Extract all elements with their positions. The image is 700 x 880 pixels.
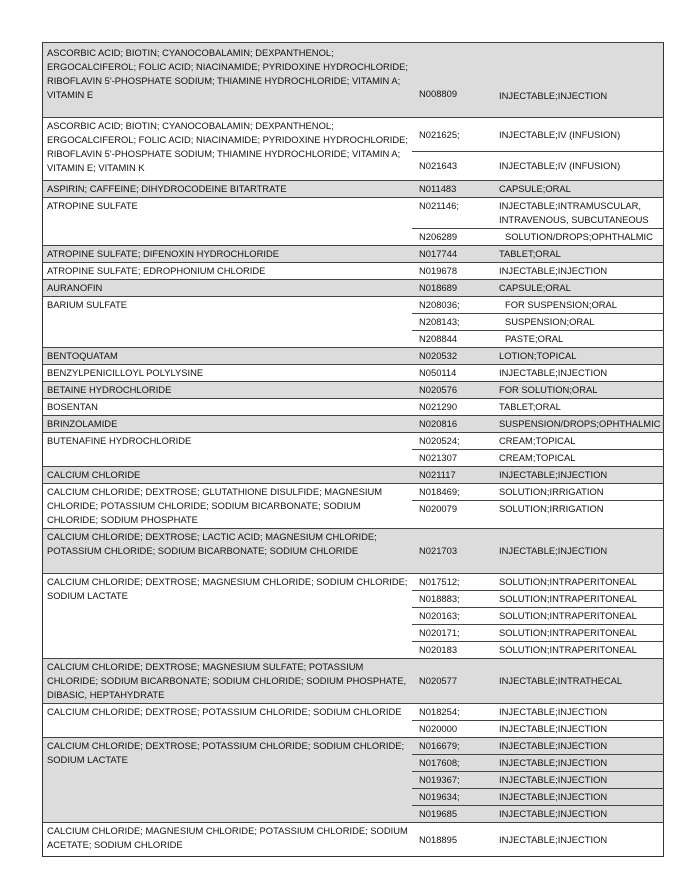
application-number-cell: N050114	[412, 365, 493, 382]
table-row	[43, 659, 664, 704]
dosage-form-route-cell: INJECTABLE;INTRAMUSCULAR, INTRAVENOUS, SUBCUTANEOUS	[493, 198, 664, 229]
dosage-form-route-cell: PASTE;ORAL	[493, 331, 664, 348]
application-number-cell: N016679;	[412, 738, 493, 755]
dosage-form-route-cell: INJECTABLE;INJECTION	[493, 738, 664, 755]
dosage-form-route-cell: FOR SUSPENSION;ORAL	[493, 297, 664, 314]
ingredient-cell: AURANOFIN	[43, 280, 413, 297]
application-number-cell: N020524;	[412, 433, 493, 450]
application-number-cell: N208143;	[412, 314, 493, 331]
dosage-form-route-cell: INJECTABLE;INJECTION	[493, 467, 664, 484]
application-number-cell: N021290	[412, 399, 493, 416]
ingredient-cell: CALCIUM CHLORIDE	[43, 467, 413, 484]
application-number-cell: N021625;	[412, 118, 493, 152]
application-number-cell: N020079	[412, 501, 493, 529]
ingredient-cell: BUTENAFINE HYDROCHLORIDE	[43, 433, 413, 467]
dosage-form-route-cell: CAPSULE;ORAL	[493, 280, 664, 297]
application-number-cell: N020532	[412, 348, 493, 365]
dosage-form-route-cell: INJECTABLE;INJECTION	[493, 529, 664, 574]
table-row	[43, 118, 664, 152]
ingredient-cell: CALCIUM CHLORIDE; DEXTROSE; POTASSIUM CHLORIDE; SODIUM CHLORIDE	[43, 704, 413, 738]
application-number-cell: N020171;	[412, 625, 493, 642]
application-number-cell: N021307	[412, 450, 493, 467]
dosage-form-route-cell: SUSPENSION;ORAL	[493, 314, 664, 331]
table-row	[43, 823, 664, 857]
drug-listing-table	[42, 42, 664, 857]
application-number-cell: N018689	[412, 280, 493, 297]
dosage-form-route-cell: INJECTABLE;INJECTION	[493, 263, 664, 280]
application-number-cell: N019367;	[412, 772, 493, 789]
table-row	[43, 574, 664, 591]
application-number-cell: N021117	[412, 467, 493, 484]
ingredient-cell: ATROPINE SULFATE; DIFENOXIN HYDROCHLORIDE	[43, 246, 413, 263]
application-number-cell: N208844	[412, 331, 493, 348]
table-row	[43, 433, 664, 450]
dosage-form-route-cell: INJECTABLE;INJECTION	[493, 789, 664, 806]
application-number-cell: N011483	[412, 181, 493, 198]
application-number-cell: N017512;	[412, 574, 493, 591]
dosage-form-route-cell: INJECTABLE;INJECTION	[493, 43, 664, 118]
ingredient-cell: BETAINE HYDROCHLORIDE	[43, 382, 413, 399]
ingredient-cell: BENTOQUATAM	[43, 348, 413, 365]
ingredient-cell: ATROPINE SULFATE	[43, 198, 413, 246]
ingredient-cell: BRINZOLAMIDE	[43, 416, 413, 433]
application-number-cell: N008809	[412, 43, 493, 118]
table-row	[43, 382, 664, 399]
application-number-cell: N020163;	[412, 608, 493, 625]
ingredient-cell: BENZYLPENICILLOYL POLYLYSINE	[43, 365, 413, 382]
document-page	[42, 42, 659, 857]
ingredient-cell: CALCIUM CHLORIDE; DEXTROSE; GLUTATHIONE DISULFIDE; MAGNESIUM CHLORIDE; POTASSIUM CHLORIDE; SODIUM BICARBONATE; SODIUM CHLORIDE; SODIUM PHOSPHATE	[43, 484, 413, 529]
ingredient-cell: CALCIUM CHLORIDE; DEXTROSE; MAGNESIUM CHLORIDE; SODIUM CHLORIDE; SODIUM LACTATE	[43, 574, 413, 659]
table-row	[43, 484, 664, 501]
table-body	[43, 43, 664, 857]
application-number-cell: N020576	[412, 382, 493, 399]
dosage-form-route-cell: SOLUTION;INTRAPERITONEAL	[493, 591, 664, 608]
dosage-form-route-cell: INJECTABLE;IV (INFUSION)	[493, 118, 664, 152]
dosage-form-route-cell: SOLUTION;IRRIGATION	[493, 501, 664, 529]
table-row	[43, 246, 664, 263]
dosage-form-route-cell: SUSPENSION/DROPS;OPHTHALMIC	[493, 416, 664, 433]
table-row	[43, 416, 664, 433]
table-row	[43, 399, 664, 416]
table-row	[43, 297, 664, 314]
application-number-cell: N019678	[412, 263, 493, 280]
application-number-cell: N208036;	[412, 297, 493, 314]
application-number-cell: N018254;	[412, 704, 493, 721]
dosage-form-route-cell: INJECTABLE;INTRATHECAL	[493, 659, 664, 704]
table-row	[43, 263, 664, 280]
dosage-form-route-cell: FOR SOLUTION;ORAL	[493, 382, 664, 399]
ingredient-cell: ATROPINE SULFATE; EDROPHONIUM CHLORIDE	[43, 263, 413, 280]
table-row	[43, 467, 664, 484]
dosage-form-route-cell: SOLUTION;INTRAPERITONEAL	[493, 574, 664, 591]
table-row	[43, 738, 664, 755]
application-number-cell: N017608;	[412, 755, 493, 772]
dosage-form-route-cell: CREAM;TOPICAL	[493, 450, 664, 467]
table-row	[43, 280, 664, 297]
ingredient-cell: CALCIUM CHLORIDE; DEXTROSE; MAGNESIUM SULFATE; POTASSIUM CHLORIDE; SODIUM BICARBONATE; SODIUM CHLORIDE; SODIUM PHOSPHATE, DIBASIC, HEPTAHYDRATE	[43, 659, 413, 704]
table-row	[43, 365, 664, 382]
application-number-cell: N018469;	[412, 484, 493, 501]
dosage-form-route-cell: SOLUTION;INTRAPERITONEAL	[493, 642, 664, 659]
application-number-cell: N020816	[412, 416, 493, 433]
dosage-form-route-cell: INJECTABLE;INJECTION	[493, 823, 664, 857]
ingredient-cell: CALCIUM CHLORIDE; MAGNESIUM CHLORIDE; POTASSIUM CHLORIDE; SODIUM ACETATE; SODIUM CHLORIDE	[43, 823, 413, 857]
dosage-form-route-cell: INJECTABLE;INJECTION	[493, 365, 664, 382]
application-number-cell: N019685	[412, 806, 493, 823]
ingredient-cell: BOSENTAN	[43, 399, 413, 416]
dosage-form-route-cell: INJECTABLE;IV (INFUSION)	[493, 152, 664, 181]
dosage-form-route-cell: INJECTABLE;INJECTION	[493, 755, 664, 772]
application-number-cell: N020577	[412, 659, 493, 704]
table-row	[43, 704, 664, 721]
dosage-form-route-cell: CAPSULE;ORAL	[493, 181, 664, 198]
ingredient-cell: BARIUM SULFATE	[43, 297, 413, 348]
dosage-form-route-cell: INJECTABLE;INJECTION	[493, 806, 664, 823]
application-number-cell: N206289	[412, 229, 493, 246]
ingredient-cell: CALCIUM CHLORIDE; DEXTROSE; LACTIC ACID; MAGNESIUM CHLORIDE; POTASSIUM CHLORIDE; SODIUM BICARBONATE; SODIUM CHLORIDE	[43, 529, 413, 574]
table-row	[43, 43, 664, 118]
dosage-form-route-cell: TABLET;ORAL	[493, 246, 664, 263]
dosage-form-route-cell: CREAM;TOPICAL	[493, 433, 664, 450]
dosage-form-route-cell: INJECTABLE;INJECTION	[493, 772, 664, 789]
application-number-cell: N020000	[412, 721, 493, 738]
application-number-cell: N020183	[412, 642, 493, 659]
dosage-form-route-cell: SOLUTION;INTRAPERITONEAL	[493, 608, 664, 625]
table-row	[43, 198, 664, 229]
application-number-cell: N021703	[412, 529, 493, 574]
dosage-form-route-cell: LOTION;TOPICAL	[493, 348, 664, 365]
ingredient-cell: ASPIRIN; CAFFEINE; DIHYDROCODEINE BITARTRATE	[43, 181, 413, 198]
application-number-cell: N018883;	[412, 591, 493, 608]
table-row	[43, 181, 664, 198]
table-row	[43, 529, 664, 574]
dosage-form-route-cell: SOLUTION/DROPS;OPHTHALMIC	[493, 229, 664, 246]
dosage-form-route-cell: INJECTABLE;INJECTION	[493, 704, 664, 721]
application-number-cell: N019634;	[412, 789, 493, 806]
application-number-cell: N021146;	[412, 198, 493, 229]
ingredient-cell: ASCORBIC ACID; BIOTIN; CYANOCOBALAMIN; DEXPANTHENOL; ERGOCALCIFEROL; FOLIC ACID; NIACINAMIDE; PYRIDOXINE HYDROCHLORIDE; RIBOFLAVIN 5'-PHOSPHATE SODIUM; THIAMINE HYDROCHLORIDE; VITAMIN A; VITAMIN E	[43, 43, 413, 118]
dosage-form-route-cell: INJECTABLE;INJECTION	[493, 721, 664, 738]
application-number-cell: N021643	[412, 152, 493, 181]
ingredient-cell: ASCORBIC ACID; BIOTIN; CYANOCOBALAMIN; DEXPANTHENOL; ERGOCALCIFEROL; FOLIC ACID; NIACINAMIDE; PYRIDOXINE HYDROCHLORIDE; RIBOFLAVIN 5'-PHOSPHATE SODIUM; THIAMINE HYDROCHLORIDE; VITAMIN A; VITAMIN E; VITAMIN K	[43, 118, 413, 181]
dosage-form-route-cell: TABLET;ORAL	[493, 399, 664, 416]
ingredient-cell: CALCIUM CHLORIDE; DEXTROSE; POTASSIUM CHLORIDE; SODIUM CHLORIDE; SODIUM LACTATE	[43, 738, 413, 823]
dosage-form-route-cell: SOLUTION;IRRIGATION	[493, 484, 664, 501]
table-row	[43, 348, 664, 365]
application-number-cell: N017744	[412, 246, 493, 263]
dosage-form-route-cell: SOLUTION;INTRAPERITONEAL	[493, 625, 664, 642]
application-number-cell: N018895	[412, 823, 493, 857]
